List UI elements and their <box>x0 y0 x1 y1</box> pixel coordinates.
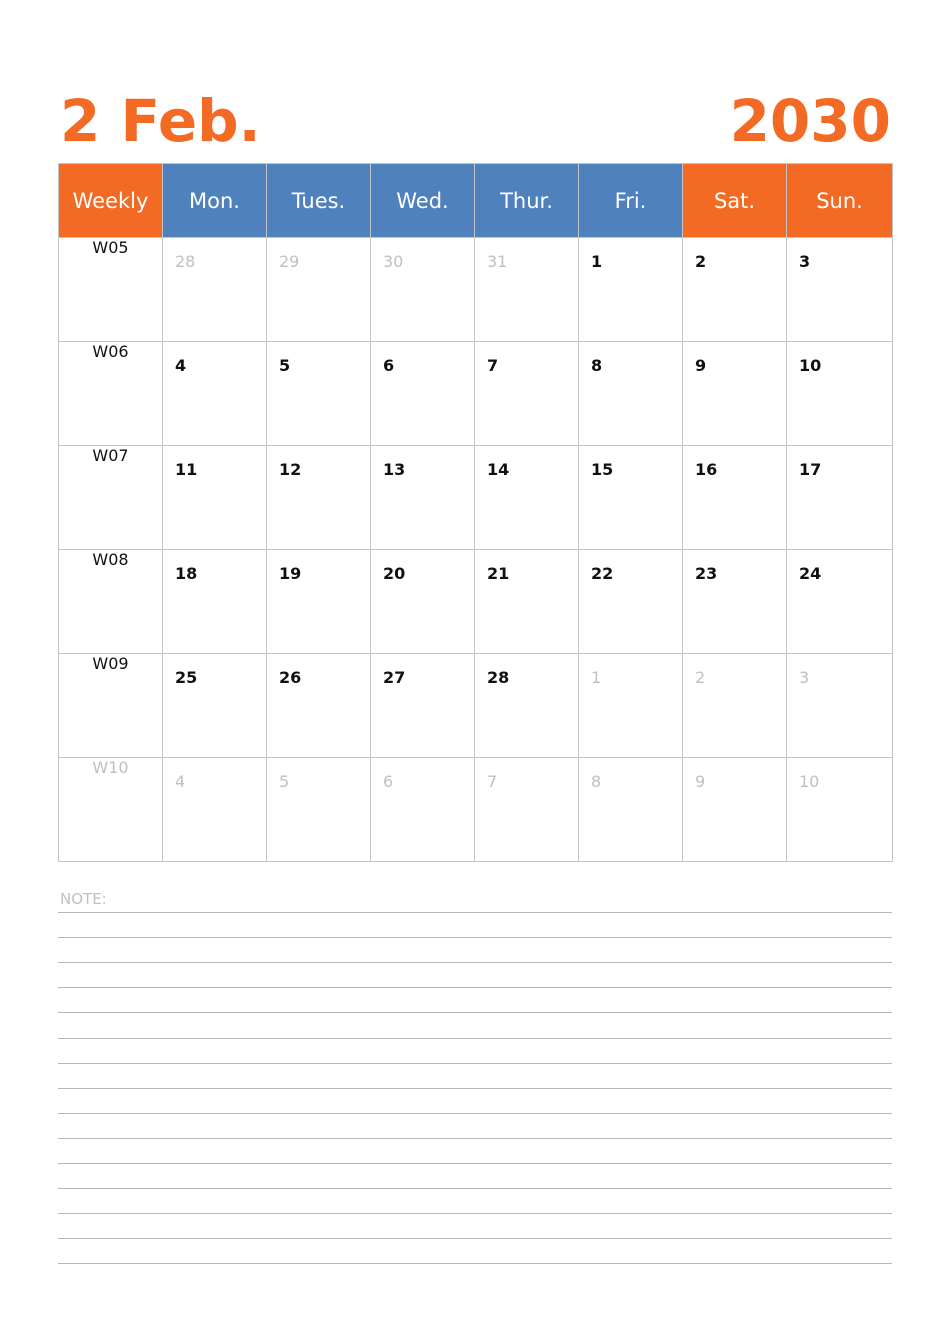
week-number: W09 <box>59 654 163 758</box>
day-cell[interactable] <box>163 238 267 342</box>
note-line <box>58 1038 892 1039</box>
note-line <box>58 1263 892 1264</box>
note-line <box>58 912 892 913</box>
day-number: 1 <box>591 668 602 687</box>
day-number: 14 <box>487 460 510 479</box>
day-number: 4 <box>175 772 186 791</box>
day-cell[interactable] <box>683 446 787 550</box>
day-number: 21 <box>487 564 510 583</box>
month-title: 2 Feb. <box>60 87 261 155</box>
day-number: 18 <box>175 564 198 583</box>
day-cell[interactable] <box>475 654 579 758</box>
day-number: 7 <box>487 772 498 791</box>
calendar-title <box>58 86 891 156</box>
note-line <box>58 1163 892 1164</box>
day-number: 13 <box>383 460 406 479</box>
day-number: 19 <box>279 564 302 583</box>
day-number: 8 <box>591 772 602 791</box>
day-number: 23 <box>695 564 718 583</box>
header-saturday: Sat. <box>683 164 787 238</box>
day-number: 20 <box>383 564 406 583</box>
week-row <box>59 550 893 654</box>
day-cell[interactable] <box>787 758 893 862</box>
day-number: 24 <box>799 564 822 583</box>
day-number: 6 <box>383 356 395 375</box>
day-number: 26 <box>279 668 302 687</box>
day-cell[interactable] <box>787 654 893 758</box>
day-cell[interactable] <box>683 654 787 758</box>
week-number: W06 <box>59 342 163 446</box>
day-cell[interactable] <box>579 654 683 758</box>
day-number: 10 <box>799 772 820 791</box>
day-number: 9 <box>695 772 706 791</box>
day-number: 17 <box>799 460 822 479</box>
day-cell[interactable] <box>267 238 371 342</box>
day-cell[interactable] <box>683 342 787 446</box>
day-number: 4 <box>175 356 187 375</box>
note-line <box>58 1088 892 1089</box>
day-number: 22 <box>591 564 614 583</box>
day-number: 5 <box>279 772 290 791</box>
header-weekly: Weekly <box>59 164 163 238</box>
day-cell[interactable] <box>371 238 475 342</box>
week-row <box>59 342 893 446</box>
day-number: 10 <box>799 356 822 375</box>
day-cell[interactable] <box>163 342 267 446</box>
day-cell[interactable] <box>371 446 475 550</box>
day-number: 28 <box>487 668 510 687</box>
day-cell[interactable] <box>371 654 475 758</box>
header-sunday: Sun. <box>787 164 893 238</box>
day-number: 5 <box>279 356 291 375</box>
day-cell[interactable] <box>475 446 579 550</box>
day-number: 30 <box>383 252 404 271</box>
note-line <box>58 1113 892 1114</box>
week-number: W10 <box>59 758 163 862</box>
day-cell[interactable] <box>267 446 371 550</box>
day-number: 16 <box>695 460 718 479</box>
note-line <box>58 937 892 938</box>
week-row <box>59 446 893 550</box>
day-number: 11 <box>175 460 198 479</box>
week-row <box>59 238 893 342</box>
day-number: 3 <box>799 668 810 687</box>
day-number: 1 <box>591 252 603 271</box>
day-cell[interactable] <box>787 446 893 550</box>
day-cell[interactable] <box>371 758 475 862</box>
day-cell[interactable] <box>683 238 787 342</box>
day-cell[interactable] <box>683 550 787 654</box>
day-cell[interactable] <box>267 654 371 758</box>
day-cell[interactable] <box>371 550 475 654</box>
day-cell[interactable] <box>163 654 267 758</box>
day-cell[interactable] <box>163 758 267 862</box>
day-cell[interactable] <box>475 758 579 862</box>
day-cell[interactable] <box>579 550 683 654</box>
week-number: W07 <box>59 446 163 550</box>
week-number: W08 <box>59 550 163 654</box>
header-friday: Fri. <box>579 164 683 238</box>
day-number: 6 <box>383 772 394 791</box>
week-number: W05 <box>59 238 163 342</box>
header-monday: Mon. <box>163 164 267 238</box>
day-number: 9 <box>695 356 707 375</box>
day-number: 28 <box>175 252 196 271</box>
day-number: 2 <box>695 252 707 271</box>
note-line <box>58 1213 892 1214</box>
note-line <box>58 1063 892 1064</box>
day-cell[interactable] <box>163 550 267 654</box>
day-number: 7 <box>487 356 499 375</box>
header-tuesday: Tues. <box>267 164 371 238</box>
day-number: 29 <box>279 252 300 271</box>
header-thursday: Thur. <box>475 164 579 238</box>
day-number: 25 <box>175 668 198 687</box>
day-number: 12 <box>279 460 302 479</box>
note-line <box>58 962 892 963</box>
day-number: 3 <box>799 252 811 271</box>
note-line <box>58 1012 892 1013</box>
day-cell[interactable] <box>683 758 787 862</box>
note-line <box>58 987 892 988</box>
day-cell[interactable] <box>475 342 579 446</box>
day-number: 15 <box>591 460 614 479</box>
day-cell[interactable] <box>787 550 893 654</box>
weekday-header-row <box>59 164 893 238</box>
day-cell[interactable] <box>787 238 893 342</box>
day-cell[interactable] <box>579 238 683 342</box>
header-wednesday: Wed. <box>371 164 475 238</box>
day-cell[interactable] <box>371 342 475 446</box>
day-number: 27 <box>383 668 406 687</box>
day-cell[interactable] <box>787 342 893 446</box>
day-cell[interactable] <box>267 758 371 862</box>
note-line <box>58 1188 892 1189</box>
day-number: 8 <box>591 356 603 375</box>
day-number: 31 <box>487 252 508 271</box>
year-title: 2030 <box>729 87 891 155</box>
calendar-grid <box>58 163 893 862</box>
week-row <box>59 758 893 862</box>
day-cell[interactable] <box>267 550 371 654</box>
day-number: 2 <box>695 668 706 687</box>
note-line <box>58 1238 892 1239</box>
day-cell[interactable] <box>267 342 371 446</box>
day-cell[interactable] <box>475 238 579 342</box>
day-cell[interactable] <box>579 446 683 550</box>
day-cell[interactable] <box>475 550 579 654</box>
day-cell[interactable] <box>579 758 683 862</box>
note-line <box>58 1138 892 1139</box>
day-cell[interactable] <box>163 446 267 550</box>
calendar-body <box>59 238 893 862</box>
week-row <box>59 654 893 758</box>
notes-label: NOTE: <box>60 890 107 908</box>
day-cell[interactable] <box>579 342 683 446</box>
